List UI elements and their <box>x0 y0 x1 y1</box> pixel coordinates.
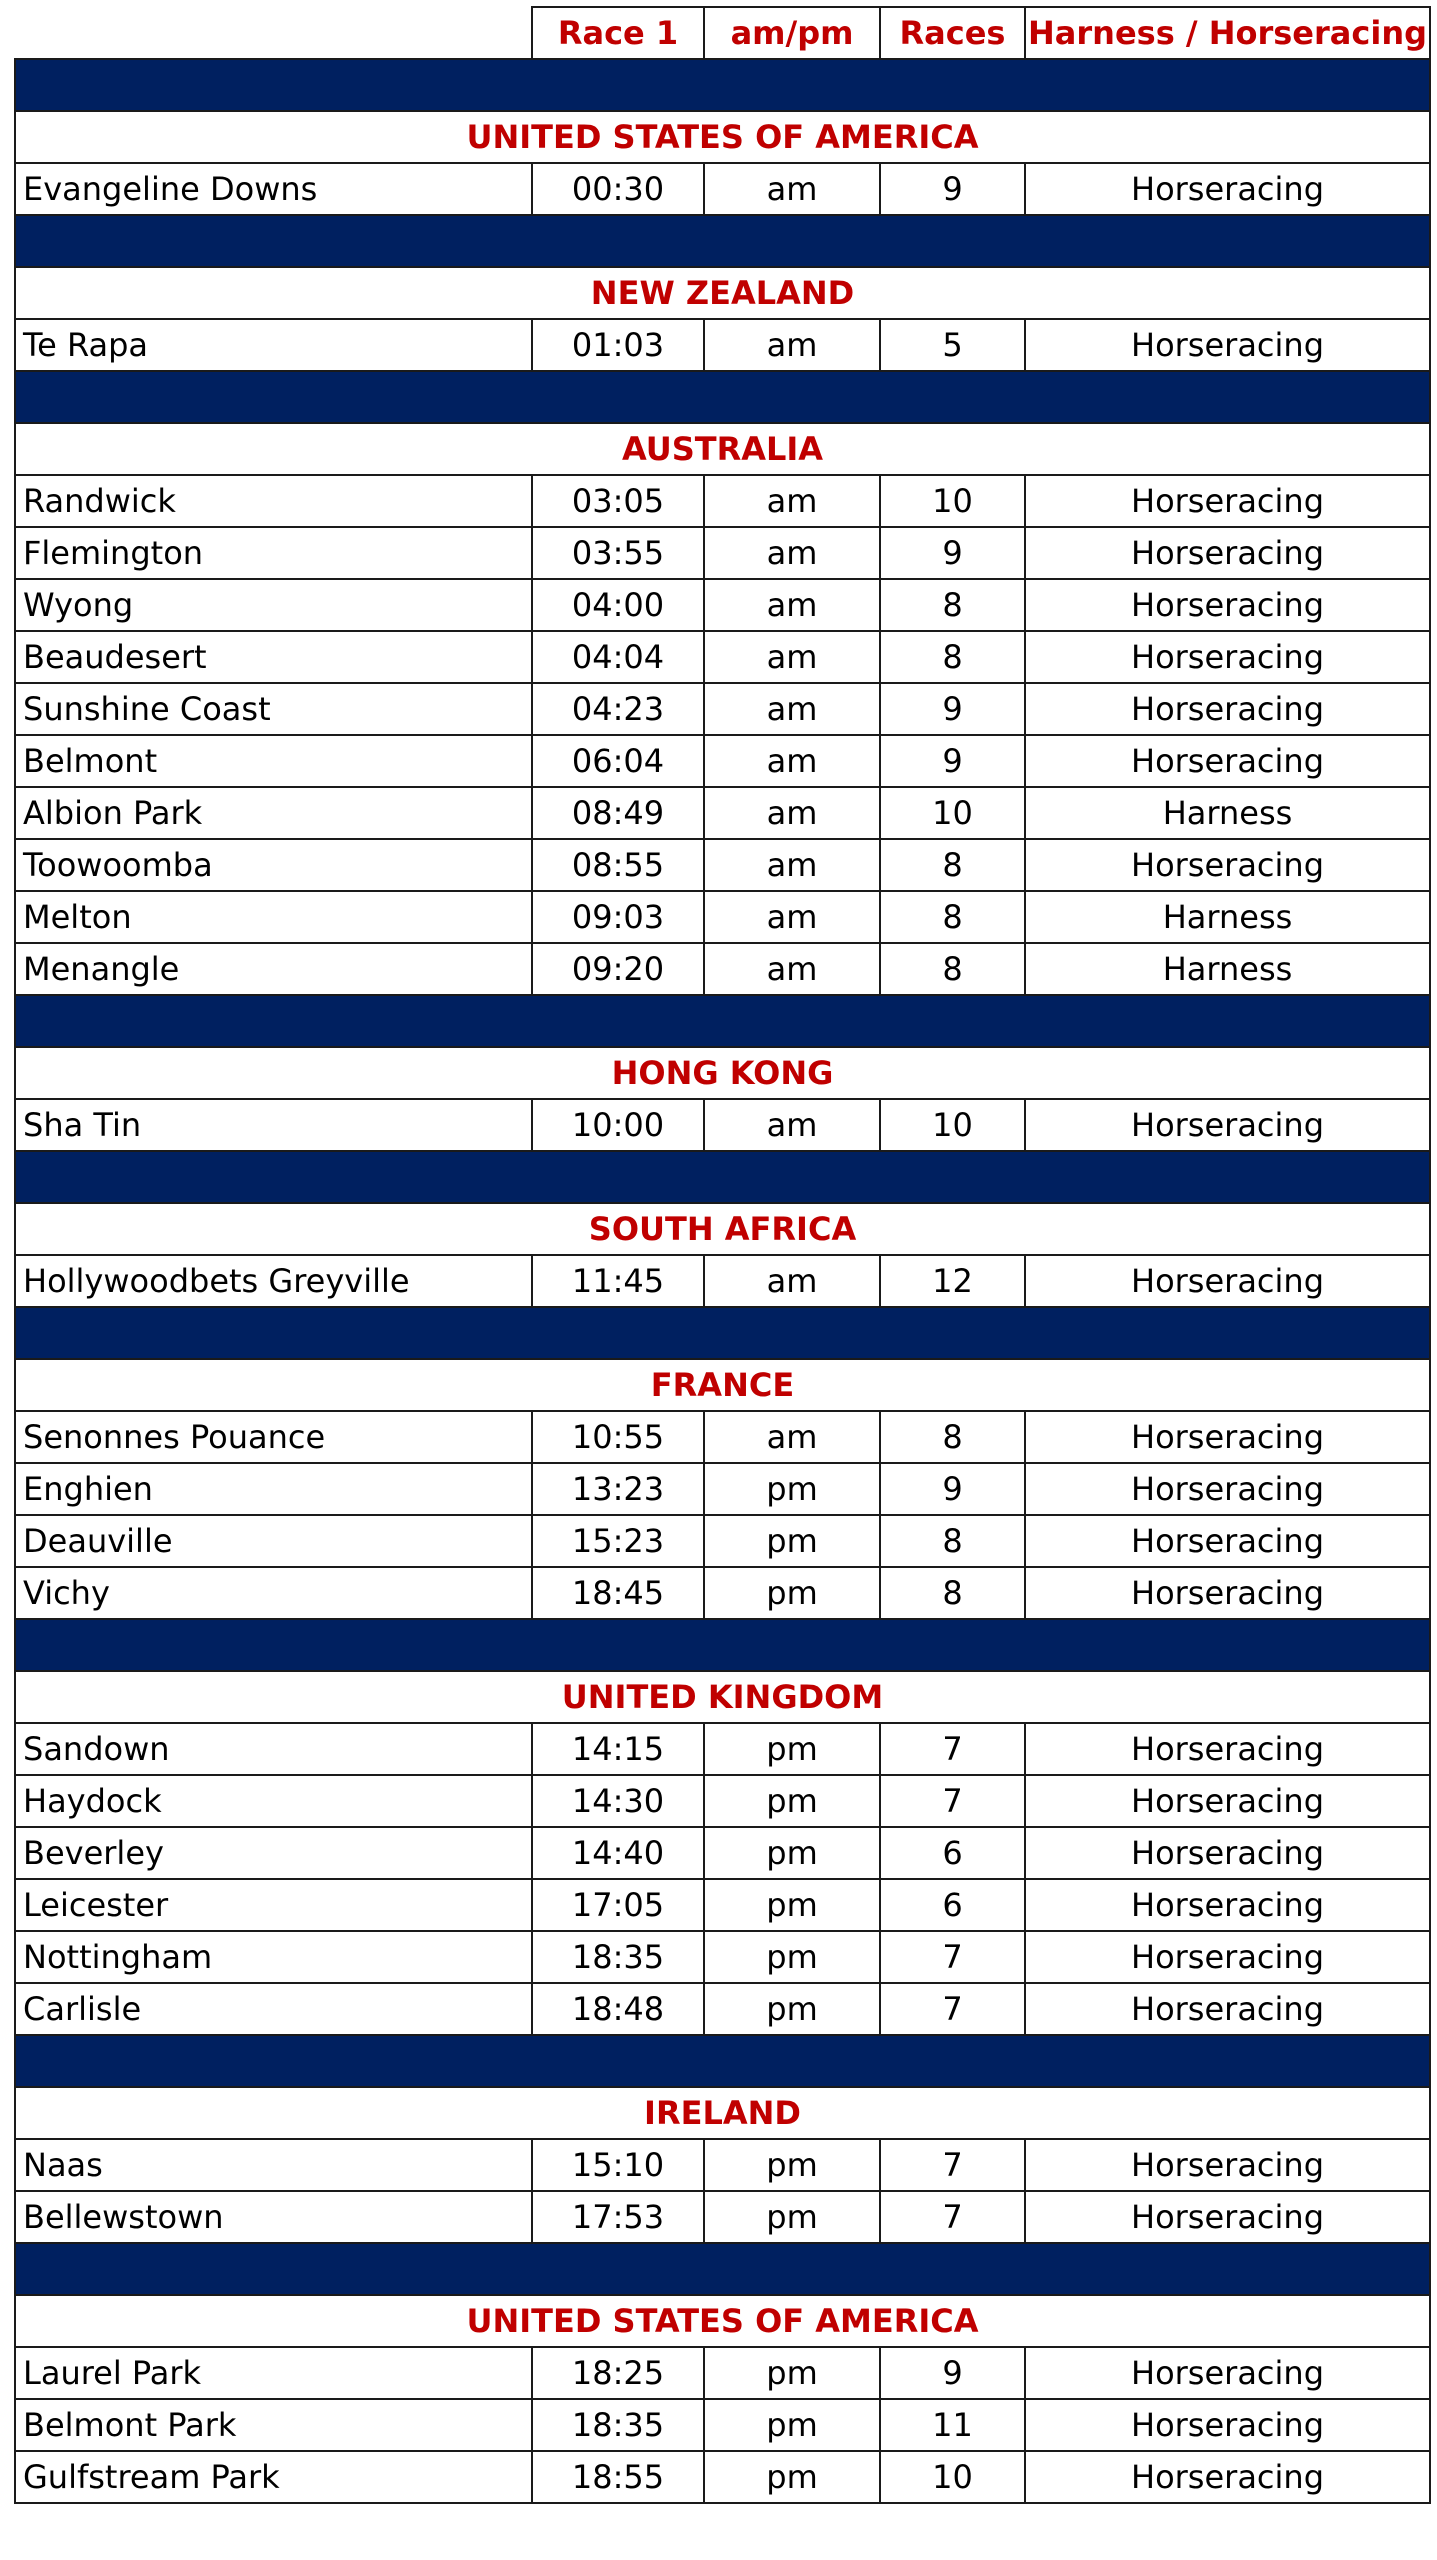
races-count-cell: 6 <box>880 1879 1025 1931</box>
table-row <box>15 319 1430 371</box>
race-type-cell: Horseracing <box>1025 1775 1430 1827</box>
races-count-cell: 10 <box>880 787 1025 839</box>
section-separator <box>15 1619 1430 1671</box>
country-heading-row <box>15 2295 1430 2347</box>
races-count-cell: 10 <box>880 2451 1025 2503</box>
venue-cell: Senonnes Pouance <box>15 1411 532 1463</box>
ampm-cell: am <box>704 1099 880 1151</box>
race-type-cell: Horseracing <box>1025 1827 1430 1879</box>
ampm-cell: am <box>704 319 880 371</box>
country-heading: FRANCE <box>15 1359 1430 1411</box>
race1-time-cell: 09:20 <box>532 943 704 995</box>
country-heading: HONG KONG <box>15 1047 1430 1099</box>
venue-cell: Melton <box>15 891 532 943</box>
ampm-cell: am <box>704 163 880 215</box>
ampm-cell: pm <box>704 1515 880 1567</box>
separator-bar <box>15 371 1430 423</box>
country-heading-row <box>15 1203 1430 1255</box>
race-type-cell: Harness <box>1025 891 1430 943</box>
country-heading: UNITED KINGDOM <box>15 1671 1430 1723</box>
table-row <box>15 1411 1430 1463</box>
venue-cell: Toowoomba <box>15 839 532 891</box>
races-count-cell: 10 <box>880 1099 1025 1151</box>
separator-bar <box>15 215 1430 267</box>
table-row <box>15 475 1430 527</box>
table-row <box>15 1255 1430 1307</box>
race1-time-cell: 04:04 <box>532 631 704 683</box>
race-type-cell: Harness <box>1025 787 1430 839</box>
races-count-cell: 12 <box>880 1255 1025 1307</box>
venue-cell: Randwick <box>15 475 532 527</box>
races-count-cell: 8 <box>880 943 1025 995</box>
country-heading-row <box>15 423 1430 475</box>
ampm-cell: pm <box>704 1723 880 1775</box>
race1-time-cell: 11:45 <box>532 1255 704 1307</box>
races-count-cell: 8 <box>880 579 1025 631</box>
races-count-cell: 9 <box>880 1463 1025 1515</box>
country-heading-row <box>15 267 1430 319</box>
race-type-cell: Horseracing <box>1025 1463 1430 1515</box>
table-row <box>15 683 1430 735</box>
table-row <box>15 1983 1430 2035</box>
venue-cell: Carlisle <box>15 1983 532 2035</box>
race-type-cell: Horseracing <box>1025 1879 1430 1931</box>
venue-cell: Leicester <box>15 1879 532 1931</box>
section-separator <box>15 215 1430 267</box>
ampm-cell: pm <box>704 2399 880 2451</box>
races-count-cell: 6 <box>880 1827 1025 1879</box>
race-type-cell: Horseracing <box>1025 475 1430 527</box>
race-type-cell: Horseracing <box>1025 1983 1430 2035</box>
ampm-cell: am <box>704 839 880 891</box>
race1-time-cell: 14:30 <box>532 1775 704 1827</box>
races-count-cell: 8 <box>880 891 1025 943</box>
country-heading: UNITED STATES OF AMERICA <box>15 2295 1430 2347</box>
venue-cell: Gulfstream Park <box>15 2451 532 2503</box>
table-row <box>15 527 1430 579</box>
race1-time-cell: 14:15 <box>532 1723 704 1775</box>
venue-cell: Nottingham <box>15 1931 532 1983</box>
races-count-cell: 8 <box>880 1411 1025 1463</box>
venue-cell: Wyong <box>15 579 532 631</box>
section-separator <box>15 1151 1430 1203</box>
table-row <box>15 1567 1430 1619</box>
race1-time-cell: 18:55 <box>532 2451 704 2503</box>
races-count-cell: 8 <box>880 631 1025 683</box>
race1-time-cell: 14:40 <box>532 1827 704 1879</box>
ampm-cell: am <box>704 579 880 631</box>
races-count-cell: 7 <box>880 2191 1025 2243</box>
venue-cell: Laurel Park <box>15 2347 532 2399</box>
ampm-cell: pm <box>704 1931 880 1983</box>
race-type-cell: Harness <box>1025 943 1430 995</box>
race-type-cell: Horseracing <box>1025 631 1430 683</box>
race-type-cell: Horseracing <box>1025 2347 1430 2399</box>
race1-time-cell: 04:23 <box>532 683 704 735</box>
table-row <box>15 2399 1430 2451</box>
section-separator <box>15 371 1430 423</box>
race-type-cell: Horseracing <box>1025 1515 1430 1567</box>
race1-time-cell: 03:55 <box>532 527 704 579</box>
ampm-cell: am <box>704 735 880 787</box>
race1-time-cell: 17:05 <box>532 1879 704 1931</box>
separator-bar <box>15 59 1430 111</box>
table-row <box>15 163 1430 215</box>
venue-cell: Albion Park <box>15 787 532 839</box>
races-count-cell: 7 <box>880 1983 1025 2035</box>
race1-time-cell: 10:55 <box>532 1411 704 1463</box>
ampm-cell: pm <box>704 1983 880 2035</box>
ampm-cell: am <box>704 787 880 839</box>
ampm-cell: pm <box>704 2451 880 2503</box>
race-type-cell: Horseracing <box>1025 2139 1430 2191</box>
country-heading-row <box>15 1047 1430 1099</box>
races-count-cell: 9 <box>880 2347 1025 2399</box>
race1-time-cell: 06:04 <box>532 735 704 787</box>
race-type-cell: Horseracing <box>1025 839 1430 891</box>
race-type-cell: Horseracing <box>1025 735 1430 787</box>
country-heading-row <box>15 111 1430 163</box>
races-count-cell: 7 <box>880 2139 1025 2191</box>
table-row <box>15 579 1430 631</box>
races-count-cell: 7 <box>880 1723 1025 1775</box>
ampm-cell: am <box>704 527 880 579</box>
race1-time-cell: 08:49 <box>532 787 704 839</box>
race-type-cell: Horseracing <box>1025 1411 1430 1463</box>
section-separator <box>15 2035 1430 2087</box>
table-row <box>15 2451 1430 2503</box>
country-heading-row <box>15 1671 1430 1723</box>
country-heading: NEW ZEALAND <box>15 267 1430 319</box>
race1-time-cell: 17:53 <box>532 2191 704 2243</box>
country-heading: AUSTRALIA <box>15 423 1430 475</box>
race-type-cell: Horseracing <box>1025 2451 1430 2503</box>
race-type-cell: Horseracing <box>1025 163 1430 215</box>
race1-time-cell: 09:03 <box>532 891 704 943</box>
section-separator <box>15 1307 1430 1359</box>
race1-time-cell: 18:48 <box>532 1983 704 2035</box>
venue-cell: Sunshine Coast <box>15 683 532 735</box>
ampm-cell: pm <box>704 2139 880 2191</box>
header-races: Races <box>880 7 1025 59</box>
table-row <box>15 735 1430 787</box>
separator-bar <box>15 2035 1430 2087</box>
ampm-cell: am <box>704 891 880 943</box>
race1-time-cell: 03:05 <box>532 475 704 527</box>
table-row <box>15 1099 1430 1151</box>
venue-cell: Bellewstown <box>15 2191 532 2243</box>
ampm-cell: pm <box>704 1775 880 1827</box>
table-row <box>15 1515 1430 1567</box>
race1-time-cell: 18:45 <box>532 1567 704 1619</box>
ampm-cell: pm <box>704 2347 880 2399</box>
table-row <box>15 1827 1430 1879</box>
table-row <box>15 631 1430 683</box>
race-type-cell: Horseracing <box>1025 527 1430 579</box>
venue-cell: Beverley <box>15 1827 532 1879</box>
header-ampm: am/pm <box>704 7 880 59</box>
ampm-cell: pm <box>704 1567 880 1619</box>
race-schedule-body <box>15 7 1430 2503</box>
table-row <box>15 1931 1430 1983</box>
section-separator <box>15 59 1430 111</box>
separator-bar <box>15 1151 1430 1203</box>
separator-bar <box>15 995 1430 1047</box>
races-count-cell: 9 <box>880 735 1025 787</box>
races-count-cell: 9 <box>880 163 1025 215</box>
races-count-cell: 10 <box>880 475 1025 527</box>
venue-cell: Te Rapa <box>15 319 532 371</box>
ampm-cell: am <box>704 1255 880 1307</box>
race-type-cell: Horseracing <box>1025 1099 1430 1151</box>
table-row <box>15 1723 1430 1775</box>
races-count-cell: 8 <box>880 1567 1025 1619</box>
table-row <box>15 1775 1430 1827</box>
section-separator <box>15 995 1430 1047</box>
table-row <box>15 839 1430 891</box>
race-type-cell: Horseracing <box>1025 1931 1430 1983</box>
venue-cell: Hollywoodbets Greyville <box>15 1255 532 1307</box>
races-count-cell: 8 <box>880 839 1025 891</box>
header-blank-cell <box>15 7 532 59</box>
races-count-cell: 7 <box>880 1775 1025 1827</box>
ampm-cell: am <box>704 943 880 995</box>
race1-time-cell: 08:55 <box>532 839 704 891</box>
ampm-cell: am <box>704 475 880 527</box>
table-row <box>15 2139 1430 2191</box>
table-row <box>15 2191 1430 2243</box>
separator-bar <box>15 2243 1430 2295</box>
table-row <box>15 891 1430 943</box>
table-row <box>15 1463 1430 1515</box>
venue-cell: Beaudesert <box>15 631 532 683</box>
table-row <box>15 787 1430 839</box>
country-heading: IRELAND <box>15 2087 1430 2139</box>
venue-cell: Flemington <box>15 527 532 579</box>
venue-cell: Deauville <box>15 1515 532 1567</box>
venue-cell: Menangle <box>15 943 532 995</box>
race1-time-cell: 18:35 <box>532 2399 704 2451</box>
race-type-cell: Horseracing <box>1025 683 1430 735</box>
venue-cell: Enghien <box>15 1463 532 1515</box>
venue-cell: Belmont Park <box>15 2399 532 2451</box>
venue-cell: Vichy <box>15 1567 532 1619</box>
ampm-cell: pm <box>704 2191 880 2243</box>
race-type-cell: Horseracing <box>1025 1567 1430 1619</box>
venue-cell: Sha Tin <box>15 1099 532 1151</box>
ampm-cell: pm <box>704 1463 880 1515</box>
races-count-cell: 8 <box>880 1515 1025 1567</box>
header-race1: Race 1 <box>532 7 704 59</box>
race-type-cell: Horseracing <box>1025 579 1430 631</box>
country-heading: UNITED STATES OF AMERICA <box>15 111 1430 163</box>
races-count-cell: 9 <box>880 683 1025 735</box>
race-type-cell: Horseracing <box>1025 319 1430 371</box>
section-separator <box>15 2243 1430 2295</box>
races-count-cell: 11 <box>880 2399 1025 2451</box>
race1-time-cell: 10:00 <box>532 1099 704 1151</box>
separator-bar <box>15 1307 1430 1359</box>
race-schedule-table <box>14 6 1431 2504</box>
races-count-cell: 7 <box>880 1931 1025 1983</box>
race1-time-cell: 00:30 <box>532 163 704 215</box>
race1-time-cell: 01:03 <box>532 319 704 371</box>
race-type-cell: Horseracing <box>1025 2399 1430 2451</box>
country-heading: SOUTH AFRICA <box>15 1203 1430 1255</box>
race-type-cell: Horseracing <box>1025 2191 1430 2243</box>
race1-time-cell: 18:35 <box>532 1931 704 1983</box>
venue-cell: Belmont <box>15 735 532 787</box>
ampm-cell: am <box>704 683 880 735</box>
race1-time-cell: 18:25 <box>532 2347 704 2399</box>
ampm-cell: am <box>704 631 880 683</box>
venue-cell: Naas <box>15 2139 532 2191</box>
race1-time-cell: 15:23 <box>532 1515 704 1567</box>
ampm-cell: am <box>704 1411 880 1463</box>
ampm-cell: pm <box>704 1879 880 1931</box>
country-heading-row <box>15 1359 1430 1411</box>
race1-time-cell: 04:00 <box>532 579 704 631</box>
ampm-cell: pm <box>704 1827 880 1879</box>
header-row <box>15 7 1430 59</box>
separator-bar <box>15 1619 1430 1671</box>
country-heading-row <box>15 2087 1430 2139</box>
race-type-cell: Horseracing <box>1025 1255 1430 1307</box>
venue-cell: Evangeline Downs <box>15 163 532 215</box>
table-row <box>15 943 1430 995</box>
races-count-cell: 5 <box>880 319 1025 371</box>
race1-time-cell: 13:23 <box>532 1463 704 1515</box>
race-type-cell: Horseracing <box>1025 1723 1430 1775</box>
venue-cell: Sandown <box>15 1723 532 1775</box>
header-type: Harness / Horseracing <box>1025 7 1430 59</box>
table-row <box>15 1879 1430 1931</box>
venue-cell: Haydock <box>15 1775 532 1827</box>
race1-time-cell: 15:10 <box>532 2139 704 2191</box>
table-row <box>15 2347 1430 2399</box>
races-count-cell: 9 <box>880 527 1025 579</box>
